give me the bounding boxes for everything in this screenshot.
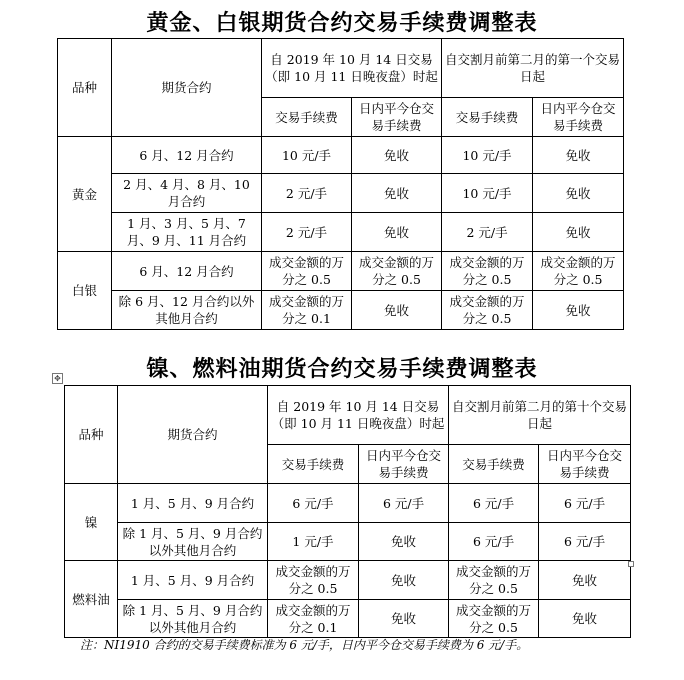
header-fee: 交易手续费	[442, 98, 533, 137]
contract-cell: 2 月、4 月、8 月、10 月合约	[112, 174, 262, 213]
table2-title: 镍、燃料油期货合约交易手续费调整表	[146, 357, 538, 382]
header-fee: 交易手续费	[449, 445, 539, 484]
table-resize-handle[interactable]	[628, 561, 634, 567]
fee-cell: 2 元/手	[262, 174, 352, 213]
contract-cell: 除 6 月、12 月合约以外其他月合约	[112, 291, 262, 330]
variety-cell: 镍	[65, 484, 118, 561]
fee-cell: 2 元/手	[442, 213, 533, 252]
intraday-fee-cell: 免收	[352, 137, 442, 174]
header-intraday-fee: 日内平今仓交易手续费	[359, 445, 449, 484]
variety-cell: 白银	[58, 252, 112, 330]
variety-cell: 黄金	[58, 137, 112, 252]
header-period2: 自交割月前第二月的第一个交易日起	[442, 39, 624, 98]
header-period2: 自交割月前第二月的第十个交易日起	[449, 386, 631, 445]
intraday-fee-cell: 6 元/手	[539, 523, 631, 561]
intraday-fee-cell: 成交金额的万分之 0.5	[352, 252, 442, 291]
intraday-fee-cell: 免收	[359, 561, 449, 600]
fee-cell: 成交金额的万分之 0.1	[262, 291, 352, 330]
header-contract: 期货合约	[118, 386, 268, 484]
header-fee: 交易手续费	[262, 98, 352, 137]
header-intraday-fee: 日内平今仓交易手续费	[533, 98, 624, 137]
contract-cell: 除 1 月、5 月、9 月合约以外其他月合约	[118, 600, 268, 638]
contract-cell: 1 月、5 月、9 月合约	[118, 484, 268, 523]
fee-cell: 6 元/手	[268, 484, 359, 523]
intraday-fee-cell: 免收	[359, 600, 449, 638]
header-contract: 期货合约	[112, 39, 262, 137]
nickel-fuel-oil-fee-table	[64, 385, 631, 638]
table-move-handle-icon[interactable]: ✥	[52, 373, 63, 384]
intraday-fee-cell: 免收	[352, 174, 442, 213]
contract-cell: 1 月、5 月、9 月合约	[118, 561, 268, 600]
fee-cell: 成交金额的万分之 0.1	[268, 600, 359, 638]
intraday-fee-cell: 免收	[533, 137, 624, 174]
fee-cell: 成交金额的万分之 0.5	[442, 291, 533, 330]
header-variety: 品种	[58, 39, 112, 137]
intraday-fee-cell: 成交金额的万分之 0.5	[533, 252, 624, 291]
header-fee: 交易手续费	[268, 445, 359, 484]
intraday-fee-cell: 免收	[359, 523, 449, 561]
header-intraday-fee: 日内平今仓交易手续费	[352, 98, 442, 137]
header-period1: 自 2019 年 10 月 14 日交易（即 10 月 11 日晚夜盘）时起	[262, 39, 442, 98]
intraday-fee-cell: 免收	[533, 213, 624, 252]
table1-title: 黄金、白银期货合约交易手续费调整表	[146, 11, 538, 36]
fee-cell: 10 元/手	[442, 137, 533, 174]
variety-cell: 燃料油	[65, 561, 118, 638]
gold-silver-fee-table	[57, 38, 624, 330]
fee-cell: 6 元/手	[449, 523, 539, 561]
fee-cell: 成交金额的万分之 0.5	[268, 561, 359, 600]
fee-cell: 2 元/手	[262, 213, 352, 252]
intraday-fee-cell: 免收	[539, 561, 631, 600]
intraday-fee-cell: 免收	[533, 291, 624, 330]
contract-cell: 除 1 月、5 月、9 月合约以外其他月合约	[118, 523, 268, 561]
intraday-fee-cell: 免收	[352, 291, 442, 330]
intraday-fee-cell: 免收	[533, 174, 624, 213]
contract-cell: 6 月、12 月合约	[112, 137, 262, 174]
header-period1: 自 2019 年 10 月 14 日交易（即 10 月 11 日晚夜盘）时起	[268, 386, 449, 445]
fee-cell: 成交金额的万分之 0.5	[442, 252, 533, 291]
contract-cell: 6 月、12 月合约	[112, 252, 262, 291]
footnote: 注：NI1910 合约的交易手续费标准为 6 元/手，日内平今仓交易手续费为 6 元/手。	[80, 638, 529, 652]
fee-cell: 6 元/手	[449, 484, 539, 523]
header-intraday-fee: 日内平今仓交易手续费	[539, 445, 631, 484]
fee-cell: 成交金额的万分之 0.5	[449, 561, 539, 600]
fee-cell: 1 元/手	[268, 523, 359, 561]
fee-cell: 成交金额的万分之 0.5	[262, 252, 352, 291]
intraday-fee-cell: 免收	[352, 213, 442, 252]
intraday-fee-cell: 6 元/手	[359, 484, 449, 523]
contract-cell: 1 月、3 月、5 月、7 月、9 月、11 月合约	[112, 213, 262, 252]
fee-cell: 10 元/手	[442, 174, 533, 213]
header-variety: 品种	[65, 386, 118, 484]
intraday-fee-cell: 免收	[539, 600, 631, 638]
fee-cell: 10 元/手	[262, 137, 352, 174]
fee-cell: 成交金额的万分之 0.5	[449, 600, 539, 638]
intraday-fee-cell: 6 元/手	[539, 484, 631, 523]
